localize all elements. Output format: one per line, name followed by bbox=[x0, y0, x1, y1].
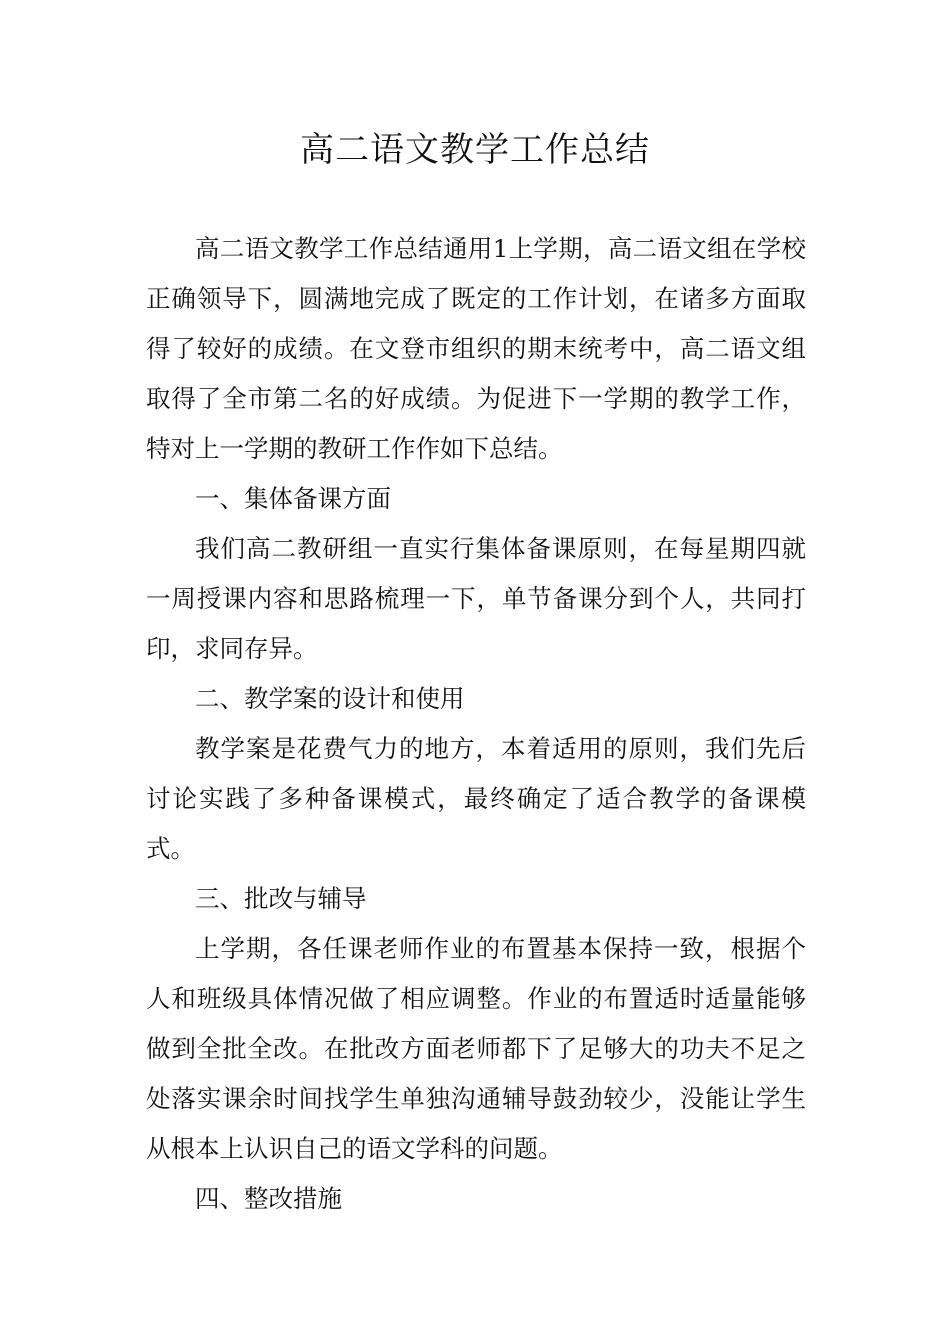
document-body bbox=[146, 224, 806, 1224]
document-title: 高二语文教学工作总结 bbox=[300, 130, 650, 170]
intro-paragraph: 高二语文教学工作总结通用1上学期，高二语文组在学校正确领导下，圆满地完成了既定的工作计划，在诸多方面取得了较好的成绩。在文登市组织的期末统考中，高二语文组取得了全市第二名的好成绩。为促进下一学期的教学工作，特对上一学期的教研工作作如下总结。 bbox=[146, 234, 806, 463]
section-heading-grading-tutoring: 三、批改与辅导 bbox=[195, 884, 367, 913]
section-heading-rectification: 四、整改措施 bbox=[195, 1184, 342, 1213]
section-heading-collective-lesson-prep: 一、集体备课方面 bbox=[195, 484, 391, 513]
collective-lesson-prep-paragraph: 我们高二教研组一直实行集体备课原则，在每星期四就一周授课内容和思路梳理一下，单节备课分到个人，共同打印，求同存异。 bbox=[146, 534, 806, 663]
teaching-plan-paragraph: 教学案是花费气力的地方，本着适用的原则，我们先后讨论实践了多种备课模式，最终确定了适合教学的备课模式。 bbox=[146, 734, 806, 863]
section-heading-teaching-plan: 二、教学案的设计和使用 bbox=[195, 684, 465, 713]
grading-tutoring-paragraph: 上学期，各任课老师作业的布置基本保持一致，根据个人和班级具体情况做了相应调整。作业的布置适时适量能够做到全批全改。在批改方面老师都下了足够大的功夫不足之处落实课余时间找学生单独沟通辅导鼓劲较少，没能让学生从根本上认识自己的语文学科的问题。 bbox=[146, 934, 806, 1163]
